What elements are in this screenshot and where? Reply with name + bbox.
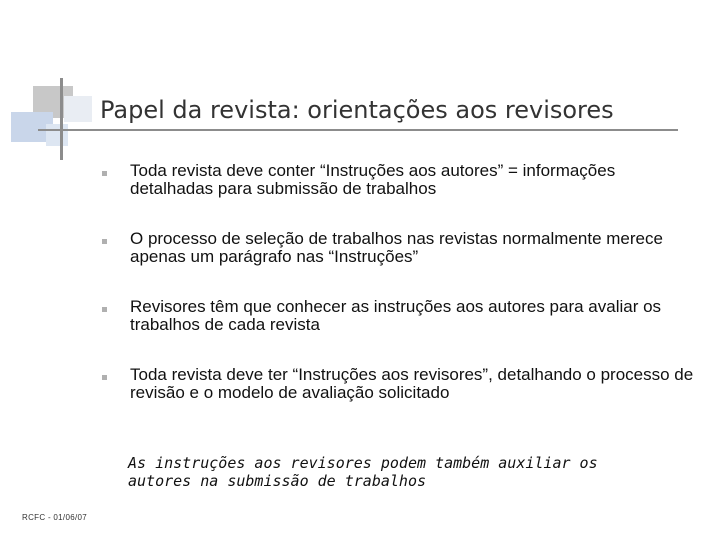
- bullet-text: Revisores têm que conhecer as instruções aos autores para avaliar os trabalhos de cada revista: [130, 297, 662, 334]
- footer-text: RCFC - 01/06/07: [22, 513, 87, 522]
- bullet-item: [124, 162, 699, 198]
- bullet-text: Toda revista deve ter “Instruções aos revisores”, detalhando o processo de revisão e o modelo de avaliação solicitado: [130, 365, 694, 402]
- decor-square-lightblue: [46, 124, 68, 146]
- bullet-square-icon: [102, 307, 107, 312]
- bullet-text: O processo de seleção de trabalhos nas revistas normalmente merece apenas um parágrafo nas “Instruções”: [130, 229, 663, 266]
- bullet-text: Toda revista deve conter “Instruções aos autores” = informações detalhadas para submissão de trabalhos: [130, 161, 616, 198]
- decor-square-light: [64, 96, 92, 122]
- bullet-item: [124, 366, 699, 402]
- bullet-item: [124, 298, 699, 334]
- bullet-square-icon: [102, 375, 107, 380]
- decor-vertical-rule: [60, 78, 63, 160]
- bullet-square-icon: [102, 239, 107, 244]
- title-underline: [38, 129, 678, 131]
- bullet-item: [124, 230, 699, 266]
- bullet-square-icon: [102, 171, 107, 176]
- closing-note: As instruções aos revisores podem também auxiliar os autores na submissão de trabalhos: [128, 454, 598, 490]
- bullet-list: [124, 162, 699, 434]
- slide-title: Papel da revista: orientações aos revisores: [100, 96, 614, 124]
